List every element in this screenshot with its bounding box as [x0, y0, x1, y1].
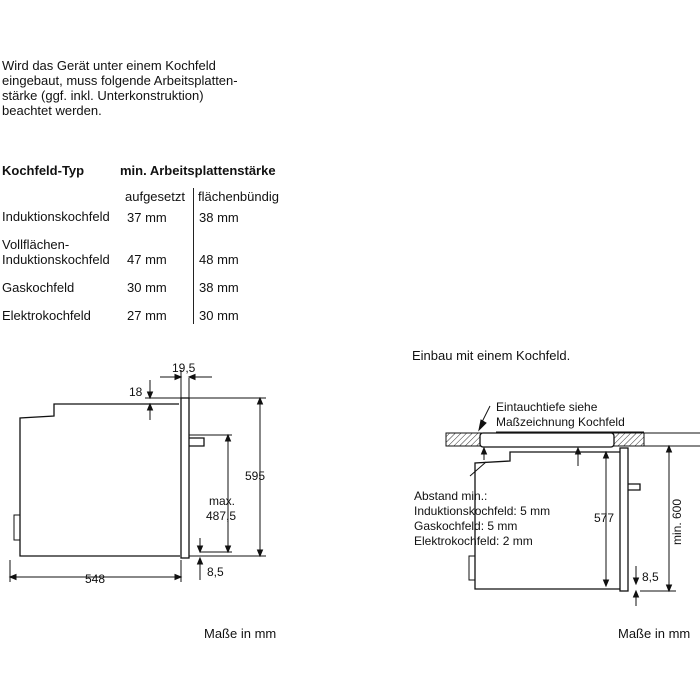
table-row-aufgesetzt: 27 mm [127, 308, 167, 323]
table-row-aufgesetzt: 37 mm [127, 210, 167, 225]
table-row-flaechenbuendig: 30 mm [199, 308, 239, 323]
dim-min-600: min. 600 [670, 498, 684, 545]
right-worktop [446, 433, 700, 447]
table-row-flaechenbuendig: 48 mm [199, 252, 239, 267]
table-row-aufgesetzt: 47 mm [127, 252, 167, 267]
table-row-aufgesetzt: 30 mm [127, 280, 167, 295]
table-subheader-flaechenbuendig: flächenbündig [198, 189, 279, 204]
table-row-type: Gaskochfeld [2, 280, 75, 295]
table-subheader-aufgesetzt: aufgesetzt [125, 189, 185, 204]
left-oven-front [181, 398, 189, 558]
table-row-flaechenbuendig: 38 mm [199, 280, 239, 295]
dim-18: 18 [129, 385, 143, 399]
left-oven-handle [189, 438, 204, 446]
left-oven-body [20, 404, 180, 556]
cooktop [480, 433, 614, 447]
left-dimension-lines [10, 370, 266, 582]
note-line2: Maßzeichnung Kochfeld [496, 415, 625, 429]
dim-max-label: max. [209, 494, 236, 508]
dim-8-5-left: 8,5 [207, 565, 224, 579]
left-oven-drawing [14, 398, 204, 558]
intro-paragraph: Wird das Gerät unter einem Kochfeld eingebaut, muss folgende Arbeitsplatten- stärke (ggf. inkl. Unterkonstruktion) beachtet werden. [2, 58, 238, 118]
abstand-line: Elektrokochfeld: 2 mm [414, 534, 533, 548]
left-caption: Maße in mm [204, 626, 277, 641]
note-line1: Eintauchtiefe siehe [496, 400, 598, 414]
dim-19-5: 19,5 [172, 361, 196, 375]
table-row-type: Elektrokochfeld [2, 308, 91, 323]
dim-577: 577 [594, 511, 615, 525]
right-oven-front [620, 448, 628, 591]
right-caption: Maße in mm [618, 626, 691, 641]
right-drawing-title: Einbau mit einem Kochfeld. [412, 348, 571, 363]
worktop-left-hatch [446, 433, 482, 446]
abstand-line: Induktionskochfeld: 5 mm [414, 504, 551, 518]
dim-548: 548 [85, 572, 106, 586]
dim-595: 595 [245, 469, 266, 483]
table-row-type: Induktionskochfeld [2, 252, 110, 267]
table-header-type: Kochfeld-Typ [2, 163, 85, 178]
dim-487-5: 487,5 [206, 509, 237, 523]
abstand-line: Abstand min.: [414, 489, 488, 503]
abstand-line: Gaskochfeld: 5 mm [414, 519, 518, 533]
worktop-right-hatch [612, 433, 644, 446]
table-header-min: min. Arbeitsplattenstärke [120, 163, 276, 178]
right-oven-notch [469, 556, 475, 580]
left-oven-notch [14, 515, 20, 540]
table-row-type-line1: Vollflächen- [2, 237, 70, 252]
dim-8-5-right: 8,5 [642, 570, 659, 584]
right-oven-handle [628, 484, 640, 490]
table-row-type: Induktionskochfeld [2, 209, 110, 224]
table-row-flaechenbuendig: 38 mm [199, 210, 239, 225]
